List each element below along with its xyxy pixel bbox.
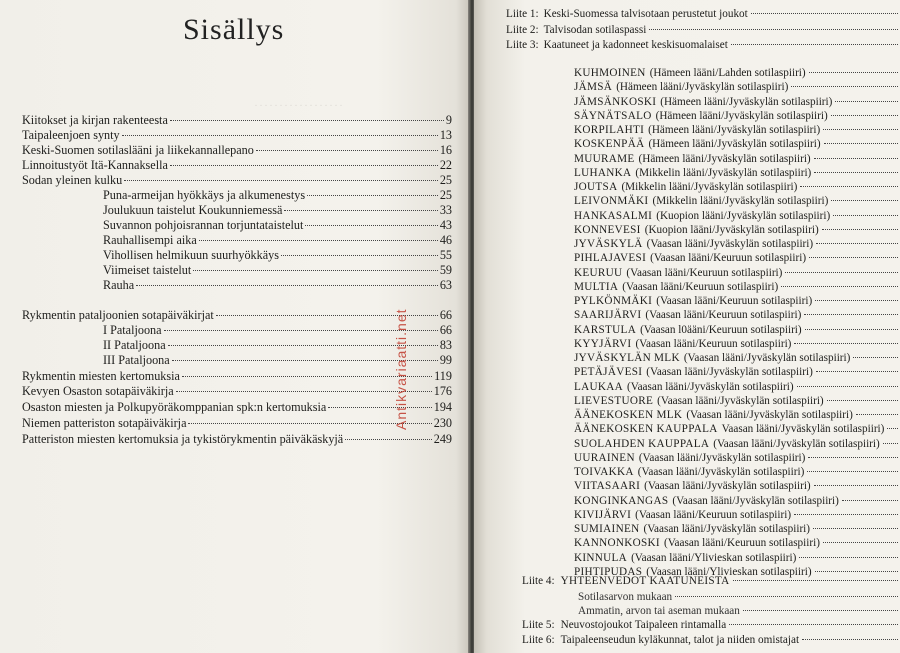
page-title: Sisällys (183, 13, 285, 46)
dot-leader (781, 286, 898, 287)
municipality-name: KARSTULA (574, 324, 637, 336)
municipality-name: SUMIAINEN (574, 523, 640, 535)
dot-leader (122, 135, 438, 136)
municipality-region: Vaasan lääni/Jyväskylän sotilaspiiri) (721, 423, 885, 435)
dot-leader (813, 528, 898, 529)
municipality-entry (574, 551, 900, 565)
municipality-name: KEURUU (574, 267, 623, 279)
dot-leader (815, 571, 898, 572)
municipality-entry (574, 137, 900, 151)
municipality-entry (574, 280, 900, 294)
toc-entry-page: 176 (433, 384, 452, 398)
municipality-name: KONGINKANGAS (574, 495, 669, 507)
municipality-entry (574, 109, 900, 123)
appendix-label: Liite 1: (506, 8, 539, 20)
dot-leader (814, 158, 898, 159)
municipality-entry (574, 451, 900, 465)
municipality-name: JOUTSA (574, 181, 618, 193)
municipality-name: HANKASALMI (574, 210, 653, 222)
municipality-name: PYLKÖNMÄKI (574, 295, 653, 307)
dot-leader (853, 357, 898, 358)
municipality-entry (574, 351, 900, 365)
appendix-entry (506, 7, 900, 21)
municipality-name: UURAINEN (574, 452, 635, 464)
municipality-region: (Hämeen lääni/Jyväskylän sotilaspiiri) (638, 153, 811, 165)
toc-entry (103, 203, 452, 218)
toc-entry (22, 416, 452, 431)
municipality-region: (Vaasan lääni/Keuruun sotilaspiiri) (626, 267, 783, 279)
dot-leader (649, 29, 898, 30)
dot-leader (731, 44, 898, 45)
appendix-title: Taipaleenseudun kyläkunnat, talot ja niiden omistajat (560, 634, 800, 646)
municipality-region: (Hämeen lääni/Jyväskylän sotilaspiiri) (660, 96, 833, 108)
toc-entry-page: 43 (439, 218, 452, 232)
toc-entry-page: 83 (439, 338, 452, 352)
toc-entry-title: Vihollisen helmikuun suurhyökkäys (103, 248, 279, 262)
municipality-name: JYVÄSKYLÄ (574, 238, 643, 250)
municipality-region: (Vaasan lääni/Jyväskylän sotilaspiiri) (637, 466, 805, 478)
right-page (474, 0, 900, 653)
toc-entry (22, 173, 452, 188)
municipality-entry (574, 508, 900, 522)
municipality-region: (Mikkelin lääni/Jyväskylän sotilaspiiri) (652, 195, 829, 207)
dot-leader (743, 610, 898, 611)
dot-leader (883, 443, 898, 444)
appendix-title: Kaatuneet ja kadonneet keskisuomalaiset (543, 39, 728, 51)
municipality-name: LAUKAA (574, 381, 624, 393)
dot-leader (822, 229, 898, 230)
dot-leader (831, 115, 898, 116)
municipality-name: KORPILAHTI (574, 124, 645, 136)
municipality-region: (Vaasan lääni/Keuruun sotilaspiiri) (635, 509, 792, 521)
toc-entry-title: Joulukuun taistelut Koukunniemessä (103, 203, 283, 217)
dot-leader (823, 542, 898, 543)
municipality-name: ÄÄNEKOSKEN KAUPPALA (574, 423, 718, 435)
municipality-entry (574, 422, 900, 436)
municipality-region: (Hämeen lääni/Jyväskylän sotilaspiiri) (648, 138, 821, 150)
dot-leader (827, 400, 898, 401)
toc-entry (103, 218, 452, 233)
municipality-region: (Vaasan lääni/Keuruun sotilaspiiri) (656, 295, 813, 307)
toc-entry-title: I Pataljoona (103, 323, 162, 337)
municipality-region: (Vaasan lääni/Jyväskylän sotilaspiiri) (646, 238, 814, 250)
dot-leader (791, 86, 898, 87)
dot-leader (816, 371, 898, 372)
municipality-entry (574, 494, 900, 508)
dot-leader (823, 129, 898, 130)
dot-leader (809, 257, 898, 258)
dot-leader (170, 165, 438, 166)
toc-entry-page: 55 (439, 248, 452, 262)
municipality-region: (Vaasan lääni/Keuruun sotilaspiiri) (635, 338, 792, 350)
municipality-entry (574, 180, 900, 194)
dot-leader (815, 300, 898, 301)
appendix-title: Neuvostojoukot Taipaleen rintamalla (560, 619, 727, 631)
toc-entry-title: Taipaleenjoen synty (22, 128, 120, 142)
toc-entry (22, 308, 452, 323)
municipality-region: (Vaasan lääni/Jyväskylän sotilaspiiri) (672, 495, 839, 507)
toc-entry-title: Patteriston miesten kertomuksia ja tykistörykmentin päiväkäskyjä (22, 432, 344, 446)
toc-entry-page: 66 (439, 323, 452, 337)
dot-leader (808, 457, 898, 458)
municipality-entry (574, 536, 900, 550)
toc-entry-page: 9 (445, 113, 452, 127)
dot-leader (802, 639, 898, 640)
municipality-name: KOSKENPÄÄ (574, 138, 645, 150)
appendix-entry (522, 618, 900, 632)
municipality-entry (574, 522, 900, 536)
municipality-region: (Vaasan l0ääni/Keuruun sotilaspiiri) (640, 324, 802, 336)
toc-entry-page: 63 (439, 278, 452, 292)
municipality-region: (Mikkelin lääni/Jyväskylän sotilaspiiri) (635, 167, 812, 179)
dot-leader (307, 195, 438, 196)
municipality-entry (574, 465, 900, 479)
toc-entry-page: 59 (439, 263, 452, 277)
dot-leader (800, 186, 898, 187)
municipality-region: (Vaasan lääni/Jyväskylän sotilaspiiri) (644, 480, 811, 492)
municipality-region: (Hämeen lääni/Lahden sotilaspiiri) (649, 67, 806, 79)
municipality-region: (Vaasan lääni/Keuruun sotilaspiiri) (663, 537, 820, 549)
municipality-region: (Mikkelin lääni/Jyväskylän sotilaspiiri) (621, 181, 798, 193)
dot-leader (833, 215, 898, 216)
appendix-entry (506, 38, 900, 52)
toc-entry (22, 158, 452, 173)
dot-leader (799, 557, 898, 558)
toc-entry-title: Niemen patteriston sotapäiväkirja (22, 416, 187, 430)
toc-entry-page: 46 (439, 233, 452, 247)
municipality-name: KANNONKOSKI (574, 537, 660, 549)
appendix-label: Liite 6: (522, 634, 555, 646)
dot-leader (816, 243, 898, 244)
municipality-region: (Vaasan lääni/Jyväskylän sotilaspiiri) (643, 523, 811, 535)
municipality-name: ÄÄNEKOSKEN MLK (574, 409, 683, 421)
municipality-name: KUHMOINEN (574, 67, 646, 79)
toc-entry-title: Viimeiset taistelut (103, 263, 192, 277)
toc-entry-page: 66 (439, 308, 452, 322)
toc-entry-title: Rykmentin miesten kertomuksia (22, 369, 180, 383)
left-page: Sisällys Kiitokset ja kirjan rakenteesta 9 Taipaleenjoen synty 13 Keski-Suomen sotilaslääni ja liikekannallepano 16 Linnoitustyöt Itä-Kannaksella 22 Sodan yleinen kulku 25 Puna-armeijan hyökkäys ja alkumenestys 25 Joulukuun taistelut Koukunniemessä 33 Suvannon pohjoisrannan torjuntataistelut 43 Rauhallisempi aika 46 Vihollisen helmikuun suurhyökkäys 55 Viimeiset taistelut 59 Rauha 63 Rykmentin pataljoonien sotapäiväkirjat 66 I Pataljoona 66 II Pataljoona 83 III Pataljoona 99 Rykmentin miesten kertomuksia 119 Kevyen Osaston sotapäiväkirja 176 Osaston miesten ja Polkupyöräkomppanian spk:n kertomuksia 194 Niemen patteriston sotapäiväkirja 230 Patteriston miesten kertomuksia ja tykistörykmentin päiväkäskyjä 249 Antikvariaatti.net . . . . . . . . . . . . . . . . . . (0, 0, 470, 653)
municipality-entry (574, 223, 900, 237)
dot-leader (842, 500, 898, 501)
municipality-entry (574, 209, 900, 223)
municipality-region: (Hämeen lääni/Jyväskylän sotilaspiiri) (616, 81, 789, 93)
appendix-entry (522, 574, 900, 588)
toc-entry-title: III Pataljoona (103, 353, 170, 367)
dot-leader (729, 624, 898, 625)
dot-leader (804, 314, 898, 315)
municipality-region: (Vaasan lääni/Keuruun sotilaspiiri) (622, 281, 779, 293)
municipality-entry (574, 323, 900, 337)
municipality-region: (Hämeen lääni/Jyväskylän sotilaspiiri) (648, 124, 821, 136)
municipality-entry (574, 80, 900, 94)
municipality-entry (574, 194, 900, 208)
dot-leader (824, 143, 898, 144)
appendix-entry (506, 23, 900, 37)
municipality-name: JÄMSÄ (574, 81, 613, 93)
toc-entry-title: Rykmentin pataljoonien sotapäiväkirjat (22, 308, 214, 322)
municipality-entry (574, 365, 900, 379)
municipality-name: LIEVESTUORE (574, 395, 654, 407)
appendix-subentry: Ammatin, arvon tai aseman mukaan (578, 605, 740, 617)
toc-entry-page: 99 (439, 353, 452, 367)
municipality-name: SÄYNÄTSALO (574, 110, 652, 122)
toc-entry (22, 128, 452, 143)
toc-entry-page: 230 (433, 416, 452, 430)
toc-entry-page: 194 (433, 400, 452, 414)
municipality-region: (Vaasan lääni/Keuruun sotilaspiiri) (650, 252, 807, 264)
municipality-region: (Vaasan lääni/Jyväskylän sotilaspiiri) (713, 438, 880, 450)
municipality-name: VIITASAARI (574, 480, 641, 492)
appendix-label: Liite 4: (522, 575, 555, 587)
municipality-region: (Kuopion lääni/Jyväskylän sotilaspiiri) (644, 224, 819, 236)
dot-leader (785, 272, 898, 273)
municipality-region: (Vaasan lääni/Jyväskylän sotilaspiiri) (683, 352, 851, 364)
dot-leader (835, 101, 898, 102)
toc-entry (103, 188, 452, 203)
toc-entry-title: Puna-armeijan hyökkäys ja alkumenestys (103, 188, 306, 202)
toc-entry (22, 400, 452, 415)
toc-entry-title: Rauhallisempi aika (103, 233, 197, 247)
municipality-name: PIHTIPUDAS (574, 566, 643, 578)
toc-entry (22, 369, 452, 384)
municipality-entry (574, 237, 900, 251)
municipality-entry (574, 251, 900, 265)
dot-leader (733, 580, 898, 581)
toc-entry-title: Kevyen Osaston sotapäiväkirja (22, 384, 174, 398)
toc-entry-title: Suvannon pohjoisrannan torjuntataistelut (103, 218, 304, 232)
dot-leader (856, 414, 898, 415)
dot-leader (831, 200, 898, 201)
municipality-entry (574, 380, 900, 394)
toc-entry-title: II Pataljoona (103, 338, 166, 352)
dot-leader (887, 428, 898, 429)
dot-leader (797, 386, 898, 387)
municipality-name: MUURAME (574, 153, 635, 165)
toc-entry (22, 384, 452, 399)
toc-entry-page: 25 (439, 173, 452, 187)
municipality-region: (Kuopion lääni/Jyväskylän sotilaspiiri) (656, 210, 831, 222)
municipality-entry (574, 308, 900, 322)
toc-entry (103, 233, 452, 248)
municipality-region: (Vaasan lääni/Jyväskylän sotilaspiiri) (657, 395, 824, 407)
appendix-title: Keski-Suomessa talvisotaan perustetut joukot (543, 8, 748, 20)
municipality-region: (Vaasan lääni/Jyväskylän sotilaspiiri) (627, 381, 794, 393)
toc-entry-page: 249 (433, 432, 452, 446)
watermark: Antikvariaatti.net (393, 308, 409, 430)
municipality-region: (Vaasan lääni/Jyväskylän sotilaspiiri) (686, 409, 853, 421)
municipality-region: (Vaasan lääni/Jyväskylän sotilaspiiri) (646, 366, 813, 378)
appendix-label: Liite 3: (506, 39, 539, 51)
dot-leader (199, 240, 438, 241)
municipality-entry (574, 394, 900, 408)
municipality-name: PETÄJÄVESI (574, 366, 643, 378)
appendix-subentry-row (578, 590, 900, 604)
appendix-subentry-row (578, 604, 900, 618)
toc-entry-title: Osaston miesten ja Polkupyöräkomppanian spk:n kertomuksia (22, 400, 327, 414)
dot-leader (256, 150, 438, 151)
municipality-region: (Vaasan lääni/Ylivieskan sotilaspiiri) (631, 552, 797, 564)
appendix-subentry: Sotilasarvon mukaan (578, 591, 673, 603)
municipality-region: (Hämeen lääni/Jyväskylän sotilaspiiri) (655, 110, 828, 122)
municipality-entry (574, 66, 900, 80)
toc-entry-title: Keski-Suomen sotilaslääni ja liikekannallepano (22, 143, 254, 157)
toc-entry-title: Linnoitustyöt Itä-Kannaksella (22, 158, 168, 172)
municipality-entry (574, 123, 900, 137)
toc-entry-page: 13 (439, 128, 452, 142)
municipality-entry (574, 166, 900, 180)
municipality-name: JÄMSÄNKOSKI (574, 96, 657, 108)
municipality-name: KINNULA (574, 552, 628, 564)
toc-entry-title: Kiitokset ja kirjan rakenteesta (22, 113, 168, 127)
dot-leader (805, 329, 898, 330)
municipality-name: PIHLAJAVESI (574, 252, 647, 264)
toc-entry-page: 33 (439, 203, 452, 217)
toc-entry-title: Rauha (103, 278, 135, 292)
municipality-entry (574, 266, 900, 280)
appendix-label: Liite 2: (506, 24, 539, 36)
dot-leader (751, 13, 898, 14)
dot-leader (809, 72, 898, 73)
municipality-name: SAARIJÄRVI (574, 309, 642, 321)
dot-leader (675, 596, 898, 597)
municipality-name: KIVIJÄRVI (574, 509, 632, 521)
appendix-title: Talvisodan sotilaspassi (543, 24, 647, 36)
municipality-name: LUHANKA (574, 167, 632, 179)
dot-leader (124, 180, 438, 181)
toc-entry-page: 22 (439, 158, 452, 172)
toc-entry-page: 16 (439, 143, 452, 157)
municipality-entry (574, 337, 900, 351)
appendix-label: Liite 5: (522, 619, 555, 631)
dot-leader (814, 485, 898, 486)
dot-leader (284, 210, 437, 211)
municipality-region: (Vaasan lääni/Jyväskylän sotilaspiiri) (638, 452, 806, 464)
municipality-region: (Vaasan lääni/Ylivieskan sotilaspiiri) (646, 566, 812, 578)
municipality-entry (574, 408, 900, 422)
toc-entry-page: 119 (434, 369, 452, 383)
toc-entry (22, 432, 452, 447)
municipality-entry (574, 294, 900, 308)
municipality-name: KYYJÄRVI (574, 338, 632, 350)
dot-leader (345, 439, 432, 440)
municipality-name: KONNEVESI (574, 224, 641, 236)
municipality-name: TOIVAKKA (574, 466, 634, 478)
municipality-name: SUOLAHDEN KAUPPALA (574, 438, 710, 450)
dot-leader (794, 343, 898, 344)
dot-leader (794, 514, 898, 515)
dot-leader (814, 172, 898, 173)
municipality-name: JYVÄSKYLÄN MLK (574, 352, 680, 364)
toc-entry (22, 143, 452, 158)
dot-leader (170, 120, 444, 121)
municipality-entry (574, 437, 900, 451)
municipality-name: LEIVONMÄKI (574, 195, 649, 207)
municipality-region: (Vaasan lääni/Keuruun sotilaspiiri) (645, 309, 802, 321)
appendix-title: YHTEENVEDOT KAATUNEISTA (560, 575, 730, 587)
appendix-entry (522, 633, 900, 647)
municipality-entry (574, 479, 900, 493)
municipality-entry (574, 95, 900, 109)
toc-entry-page: 25 (439, 188, 452, 202)
toc-entry-title: Sodan yleinen kulku (22, 173, 123, 187)
municipality-entry (574, 152, 900, 166)
dot-leader (807, 471, 898, 472)
toc-entry (22, 113, 452, 128)
dot-leader (305, 225, 437, 226)
municipality-name: MULTIA (574, 281, 619, 293)
